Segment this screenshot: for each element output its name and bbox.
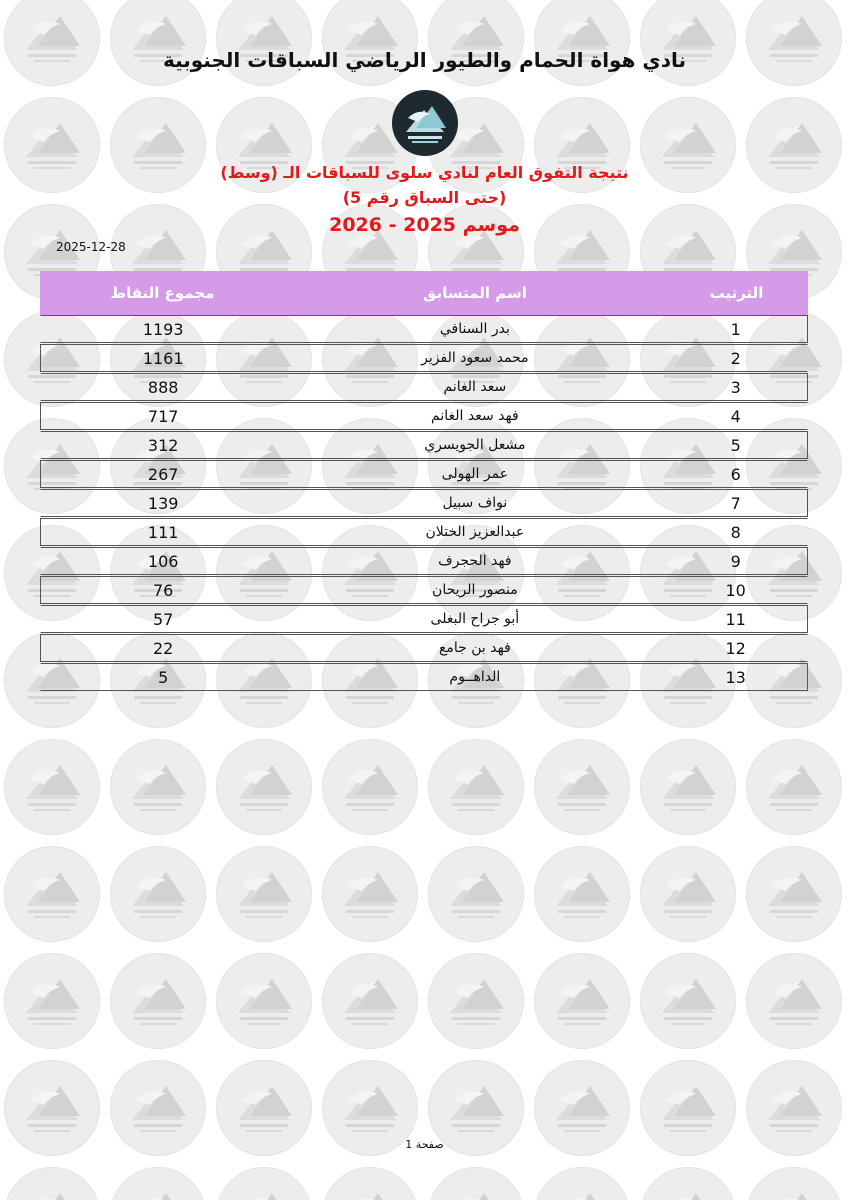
header-name: اسم المتسابق [423, 284, 527, 302]
table-body [40, 315, 808, 691]
cell-name: عمر الهولى [441, 466, 509, 482]
cell-name: منصور الريحان [432, 582, 518, 598]
cell-points: 267 [147, 464, 179, 484]
season-label: موسم 2025 - 2026 [329, 214, 520, 236]
table-row [40, 373, 808, 401]
cell-rank: 8 [730, 522, 741, 542]
cell-rank: 10 [725, 580, 746, 600]
cell-rank: 11 [725, 609, 746, 629]
table-header [40, 271, 808, 315]
results-subtitle: نتيجة التفوق العام لنادي سلوى للسباقات الـ (وسط) [220, 163, 629, 182]
cell-rank: 12 [725, 638, 746, 658]
cell-rank: 9 [730, 551, 741, 571]
cell-name: محمد سعود الفزير [421, 350, 529, 366]
cell-points: 717 [147, 406, 179, 426]
cell-name: الداهــوم [449, 669, 501, 685]
table-row [40, 460, 808, 488]
cell-rank: 1 [730, 319, 741, 339]
race-note: (حتى السباق رقم 5) [342, 188, 507, 207]
table-row [40, 431, 808, 459]
table-row [40, 489, 808, 517]
table-row [40, 634, 808, 662]
header-points: مجموع النقاط [110, 284, 215, 302]
cell-rank: 2 [730, 348, 741, 368]
cell-rank: 5 [730, 435, 741, 455]
cell-rank: 3 [730, 377, 741, 397]
results-table [40, 271, 808, 692]
cell-points: 111 [147, 522, 179, 542]
cell-points: 57 [153, 609, 174, 629]
table-row [40, 576, 808, 604]
cell-rank: 4 [730, 406, 741, 426]
cell-name: فهد سعد الغانم [431, 408, 519, 424]
cell-name: فهد بن جامع [438, 640, 511, 656]
cell-points: 1161 [142, 348, 184, 368]
cell-name: نواف سبيل [442, 495, 508, 511]
report-date: 2025-12-28 [56, 240, 126, 254]
cell-name: سعد الغانم [443, 379, 507, 395]
cell-name: أبو جراح البغلى [430, 611, 520, 627]
cell-points: 22 [153, 638, 174, 658]
cell-name: مشعل الجويسري [424, 437, 526, 453]
table-row [40, 663, 808, 691]
club-title: نادي هواة الحمام والطيور الرياضي السباقات الجنوبية [162, 48, 687, 72]
club-logo-icon [386, 88, 464, 158]
cell-points: 888 [147, 377, 179, 397]
table-row [40, 518, 808, 546]
cell-name: بدر السنافي [439, 321, 510, 337]
cell-name: فهد الحجرف [438, 553, 512, 569]
cell-points: 312 [147, 435, 179, 455]
cell-rank: 6 [730, 464, 741, 484]
cell-rank: 7 [730, 493, 741, 513]
page-number: صفحة 1 [405, 1138, 444, 1151]
table-row [40, 344, 808, 372]
table-row [40, 605, 808, 633]
cell-name: عبدالعزيز الختلان [425, 524, 525, 540]
cell-rank: 13 [725, 667, 746, 687]
table-row [40, 315, 808, 343]
cell-points: 106 [147, 551, 179, 571]
cell-points: 76 [153, 580, 174, 600]
table-row [40, 547, 808, 575]
cell-points: 139 [147, 493, 179, 513]
cell-points: 5 [158, 667, 169, 687]
table-row [40, 402, 808, 430]
header-rank: الترتيب [709, 284, 764, 302]
cell-points: 1193 [142, 319, 184, 339]
